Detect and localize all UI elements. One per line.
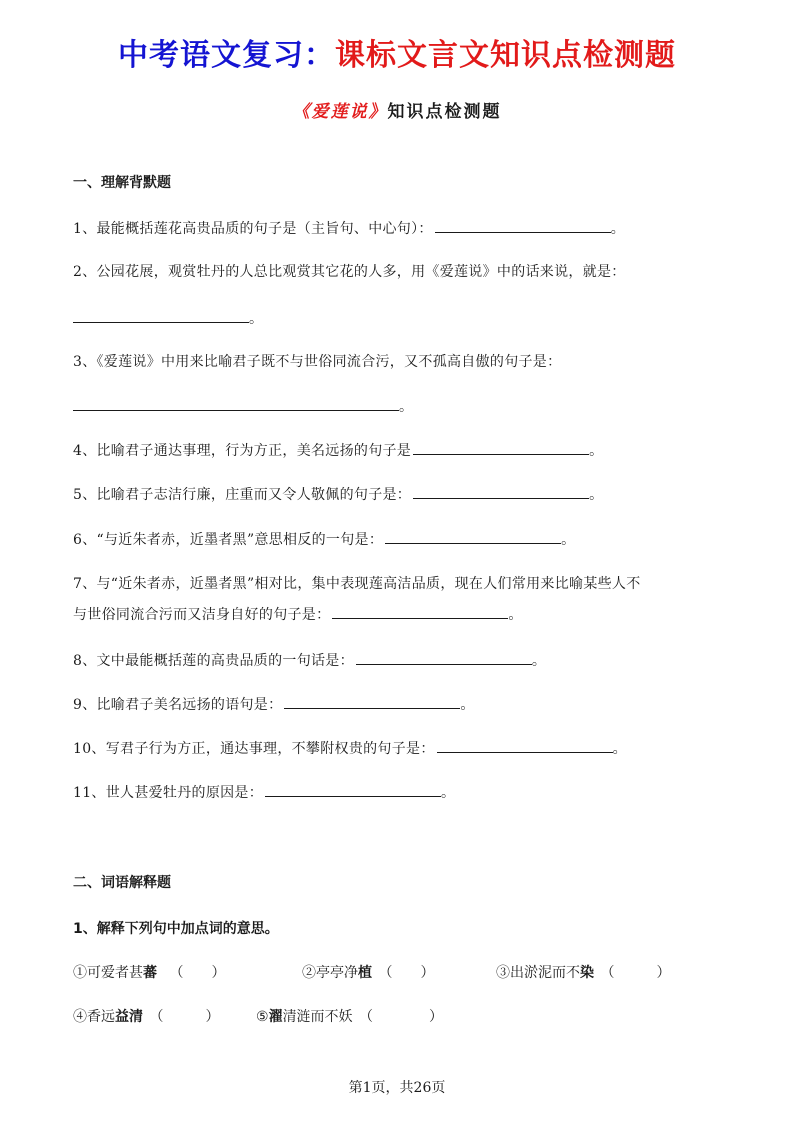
- vocab-item: [256, 1006, 443, 1026]
- vocab-keyword: 蕃: [143, 965, 157, 981]
- answer-blank[interactable]: [437, 738, 613, 753]
- question-6: [73, 529, 575, 550]
- question-end: 。: [612, 741, 627, 757]
- vocab-keyword: 染: [580, 965, 594, 981]
- vocab-instruction: 1、解释下列句中加点词的意思。: [73, 921, 279, 937]
- section-heading-2: 二、词语解释题: [73, 875, 171, 891]
- question-8: [73, 650, 546, 671]
- answer-paren[interactable]: （ ）: [149, 1009, 220, 1025]
- subtitle-rest: 知识点检测题: [387, 102, 502, 122]
- question-end: 。: [610, 221, 626, 237]
- vocab-post: 清涟而不妖: [282, 1009, 353, 1025]
- question-end: 。: [589, 443, 604, 459]
- answer-paren[interactable]: （ ）: [600, 965, 671, 981]
- question-end: 。: [561, 532, 576, 548]
- question-2-answer-line: [73, 308, 263, 329]
- question-text: 10、写君子行为方正，通达事理，不攀附权贵的句子是：: [73, 741, 435, 757]
- question-text: 7、与“近朱者赤，近墨者黑”相对比，集中表现莲高洁品质，现在人们常用来比喻某些人不: [73, 576, 641, 592]
- subtitle-work-name: 《爱莲说》: [292, 102, 388, 122]
- question-4: [73, 440, 603, 461]
- question-3-answer-line: [73, 396, 413, 417]
- page-title-part2: 课标文言文知识点检测题: [335, 38, 676, 73]
- vocab-pre: ④香远: [73, 1009, 115, 1025]
- question-end: 。: [249, 311, 264, 327]
- answer-blank[interactable]: [265, 782, 441, 797]
- vocab-item: [496, 962, 670, 982]
- answer-paren[interactable]: （ ）: [378, 965, 435, 981]
- question-end: 。: [531, 653, 547, 669]
- question-11: [73, 782, 455, 803]
- section-heading-1: 一、理解背默题: [73, 175, 171, 191]
- vocab-item: [302, 962, 434, 982]
- question-text: 8、文中最能概括莲的高贵品质的一句话是：: [73, 653, 354, 669]
- answer-blank[interactable]: [356, 650, 532, 665]
- page-footer: 第1页，共26页: [348, 1080, 446, 1096]
- question-end: 。: [589, 487, 604, 503]
- question-3: [73, 352, 561, 372]
- answer-blank[interactable]: [332, 604, 508, 619]
- question-end: 。: [399, 399, 414, 415]
- answer-blank[interactable]: [435, 218, 611, 233]
- vocab-pre: ⑤: [256, 1009, 269, 1025]
- answer-blank[interactable]: [413, 484, 589, 499]
- question-text: 9、比喻君子美名远扬的语句是：: [73, 697, 283, 713]
- question-7-line2: [73, 604, 523, 625]
- answer-blank[interactable]: [73, 308, 249, 323]
- question-text: 3、《爱莲说》中用来比喻君子既不与世俗同流合污，又不孤高自傲的句子是：: [73, 354, 562, 370]
- question-end: 。: [460, 697, 475, 713]
- vocab-pre: ②亭亭净: [302, 965, 358, 981]
- answer-blank[interactable]: [284, 694, 460, 709]
- vocab-pre: ③出淤泥而不: [496, 965, 580, 981]
- question-text: 1、最能概括莲花高贵品质的句子是（主旨句、中心句）：: [73, 221, 433, 237]
- answer-blank[interactable]: [413, 440, 589, 455]
- vocab-pre: ①可爱者甚: [73, 965, 143, 981]
- answer-paren[interactable]: （ ）: [169, 965, 226, 981]
- question-end: 。: [441, 785, 456, 801]
- question-text: 11、世人甚爱牡丹的原因是：: [73, 785, 264, 801]
- question-end: 。: [508, 607, 523, 623]
- question-text: 6、“与近朱者赤，近墨者黑”意思相反的一句是：: [73, 532, 384, 548]
- question-10: [73, 738, 627, 759]
- answer-blank[interactable]: [385, 529, 561, 544]
- page-title: [0, 30, 794, 74]
- answer-blank[interactable]: [73, 396, 399, 411]
- subtitle: [0, 97, 794, 122]
- question-text: 5、比喻君子志洁行廉，庄重而又令人敬佩的句子是：: [73, 487, 412, 503]
- page-title-part1: 中考语文复习：: [118, 38, 335, 73]
- vocab-keyword: 益清: [115, 1009, 143, 1025]
- question-2: [73, 262, 626, 282]
- question-5: [73, 484, 603, 505]
- question-9: [73, 694, 475, 715]
- vocab-keyword: 植: [358, 965, 372, 981]
- question-text-continued: 与世俗同流合污而又洁身自好的句子是：: [73, 607, 331, 623]
- question-1: [73, 218, 625, 239]
- answer-paren[interactable]: （ ）: [359, 1009, 444, 1025]
- vocab-item: [73, 962, 225, 982]
- question-7: [73, 574, 641, 594]
- question-text: 2、公园花展，观赏牡丹的人总比观赏其它花的人多，用《爱莲说》中的话来说，就是：: [73, 264, 626, 280]
- vocab-item: [73, 1006, 219, 1026]
- vocab-keyword: 濯: [268, 1009, 283, 1025]
- question-text: 4、比喻君子通达事理，行为方正，美名远扬的句子是: [73, 443, 412, 459]
